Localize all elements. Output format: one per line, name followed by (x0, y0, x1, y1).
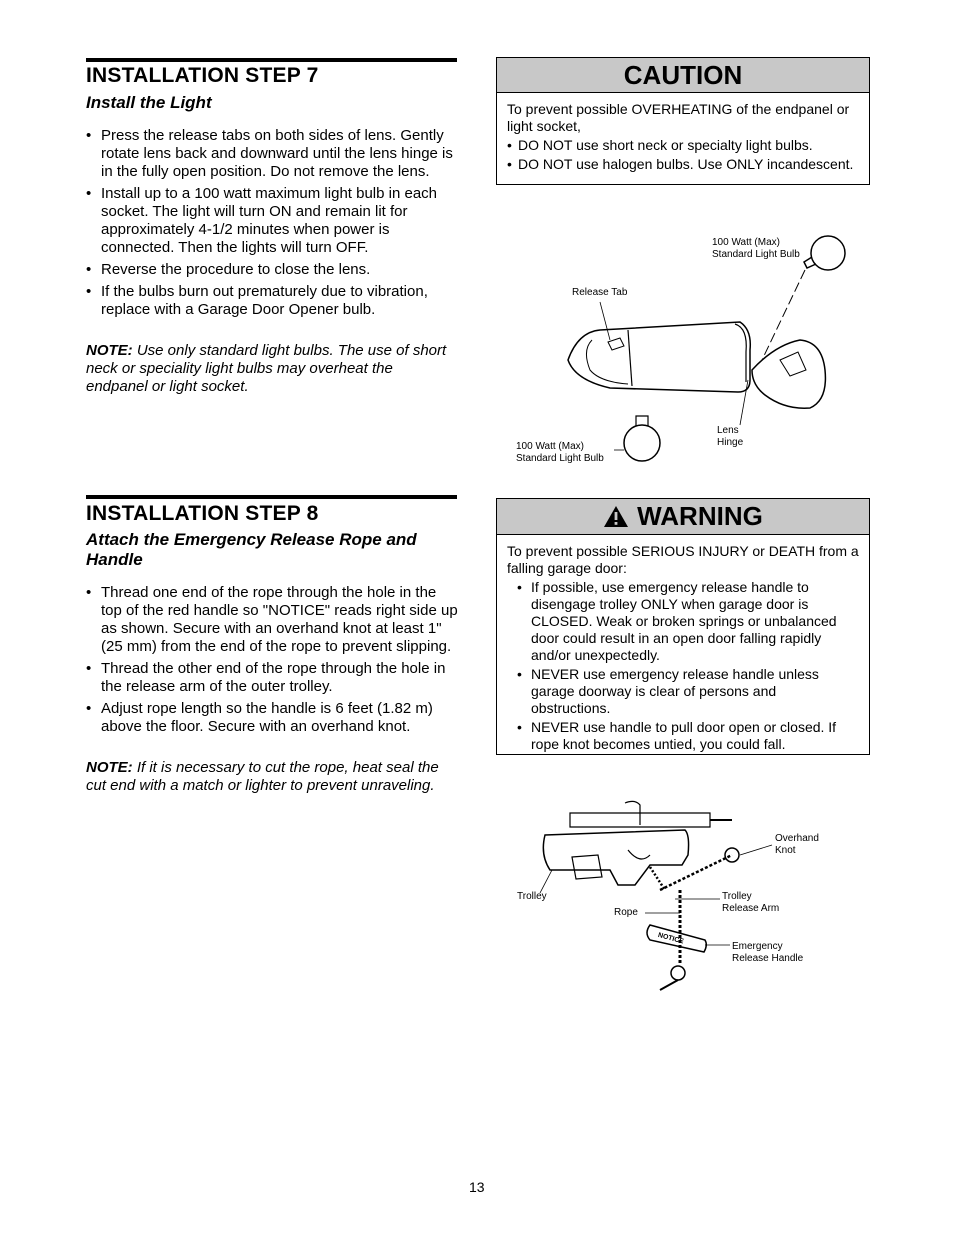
label-trolley-release-arm: Trolley Release Arm (722, 891, 780, 914)
step8-bullet: • Adjust rope length so the handle is 6 feet (1.82 m) above the floor. Secure with an overhand knot. (86, 700, 458, 736)
label-lens-hinge: Lens Hinge (717, 425, 744, 448)
trolley-spring (650, 867, 665, 890)
step8-note-label: NOTE: (86, 759, 133, 776)
caution-item: • DO NOT use short neck or specialty light bulbs. (507, 137, 859, 154)
caution-title: CAUTION (623, 59, 743, 90)
warning-item: • NEVER use emergency release handle unless garage doorway is clear of persons and obstructions. (517, 666, 859, 717)
caution-box (496, 57, 870, 185)
leader-lens-hinge (740, 380, 748, 425)
housing-body (568, 322, 750, 392)
rope-to-knot (660, 855, 732, 890)
step7-note-label: NOTE: (86, 342, 133, 359)
label-bulb-bottom: 100 Watt (Max) Standard Light Bulb (516, 441, 604, 464)
warning-item: • NEVER use handle to pull door open or closed. If rope knot becomes untied, you could fall. (517, 719, 859, 753)
trolley-diagram (510, 795, 830, 1000)
warning-body (497, 535, 869, 763)
leader-release-tab (600, 302, 610, 340)
label-rope: Rope (614, 907, 638, 918)
lens-inner (780, 352, 806, 376)
caution-body (497, 93, 869, 183)
leader-trolley (540, 870, 552, 893)
step7-bullet: • If the bulbs burn out prematurely due to vibration, replace with a Garage Door Opener bulb. (86, 283, 458, 319)
step7-bullet: • Install up to a 100 watt maximum light bulb in each socket. The light will turn ON and remain lit for approximately 4-1/2 minutes when power is connected. Then the lights will turn OFF. (86, 185, 458, 257)
warning-item: • If possible, use emergency release handle to disengage trolley ONLY when garage door is CLOSED. Weak or broken springs or unbalanced door could result in an open door falling rapidly and/or unexpectedly. (517, 579, 859, 664)
bulb-dashed-line (762, 270, 805, 360)
label-release-tab: Release Tab (572, 287, 628, 298)
step8-note (86, 759, 458, 795)
step8-bullet: • Thread the other end of the rope through the hole in the release arm of the outer trolley. (86, 660, 458, 696)
light-lens-diagram (500, 230, 860, 475)
step7-note (86, 342, 458, 396)
handle-notice-text: NOTICE (657, 931, 685, 946)
step7-subtitle: Install the Light (86, 93, 212, 112)
caution-header (497, 58, 869, 93)
top-bulb (811, 236, 845, 270)
step8-subtitle: Attach the Emergency Release Rope and Handle (86, 530, 417, 569)
label-bulb-top: 100 Watt (Max) Standard Light Bulb (712, 237, 800, 260)
label-trolley: Trolley (517, 891, 547, 902)
step7-bullet: • Press the release tabs on both sides of lens. Gently rotate lens back and downward until the lens hinge is in the fully open position. Do not remove the lens. (86, 127, 458, 181)
leader-overhand-knot (740, 845, 772, 855)
rope-tail (660, 980, 678, 990)
label-emergency-handle: Emergency Release Handle (732, 941, 804, 964)
housing-edge (628, 330, 632, 386)
caution-intro: To prevent possible OVERHEATING of the endpanel or light socket, (507, 101, 850, 134)
caution-item: • DO NOT use halogen bulbs. Use ONLY incandescent. (507, 156, 859, 173)
step7-bullet-list (86, 127, 458, 323)
step7-bullet: • Reverse the procedure to close the lens. (86, 261, 458, 279)
step7-note-text: Use only standard light bulbs. The use of short neck or speciality light bulbs may overheat the endpanel or light socket. (86, 342, 447, 395)
step8-title: INSTALLATION STEP 8 (86, 502, 319, 525)
warning-box (496, 498, 870, 755)
step8-rule (86, 495, 457, 499)
page-number: 13 (469, 1179, 485, 1195)
housing-endcap (735, 324, 746, 382)
warning-header (497, 499, 869, 535)
release-tab (608, 338, 624, 350)
trolley-hook (628, 850, 650, 859)
step7-rule (86, 58, 457, 62)
step8-bullet-list (86, 584, 458, 740)
warning-title: WARNING (637, 501, 763, 531)
trolley-plate (572, 855, 602, 879)
step8-note-text: If it is necessary to cut the rope, heat seal the cut end with a match or lighter to prevent unraveling. (86, 759, 439, 794)
bottom-bulb (624, 425, 660, 461)
warning-intro: To prevent possible SERIOUS INJURY or DEATH from a falling garage door: (507, 543, 859, 576)
warning-triangle-icon (603, 505, 629, 528)
step7-title: INSTALLATION STEP 7 (86, 64, 319, 87)
step8-bullet: • Thread one end of the rope through the hole in the top of the red handle so "NOTICE" reads right side up as shown. Secure with an overhand knot at least 1" (25 mm) from the end of the rope to prevent slipping. (86, 584, 458, 656)
trolley-body (543, 830, 688, 885)
label-overhand-knot: Overhand Knot (775, 833, 819, 856)
handle-knot (671, 966, 685, 980)
